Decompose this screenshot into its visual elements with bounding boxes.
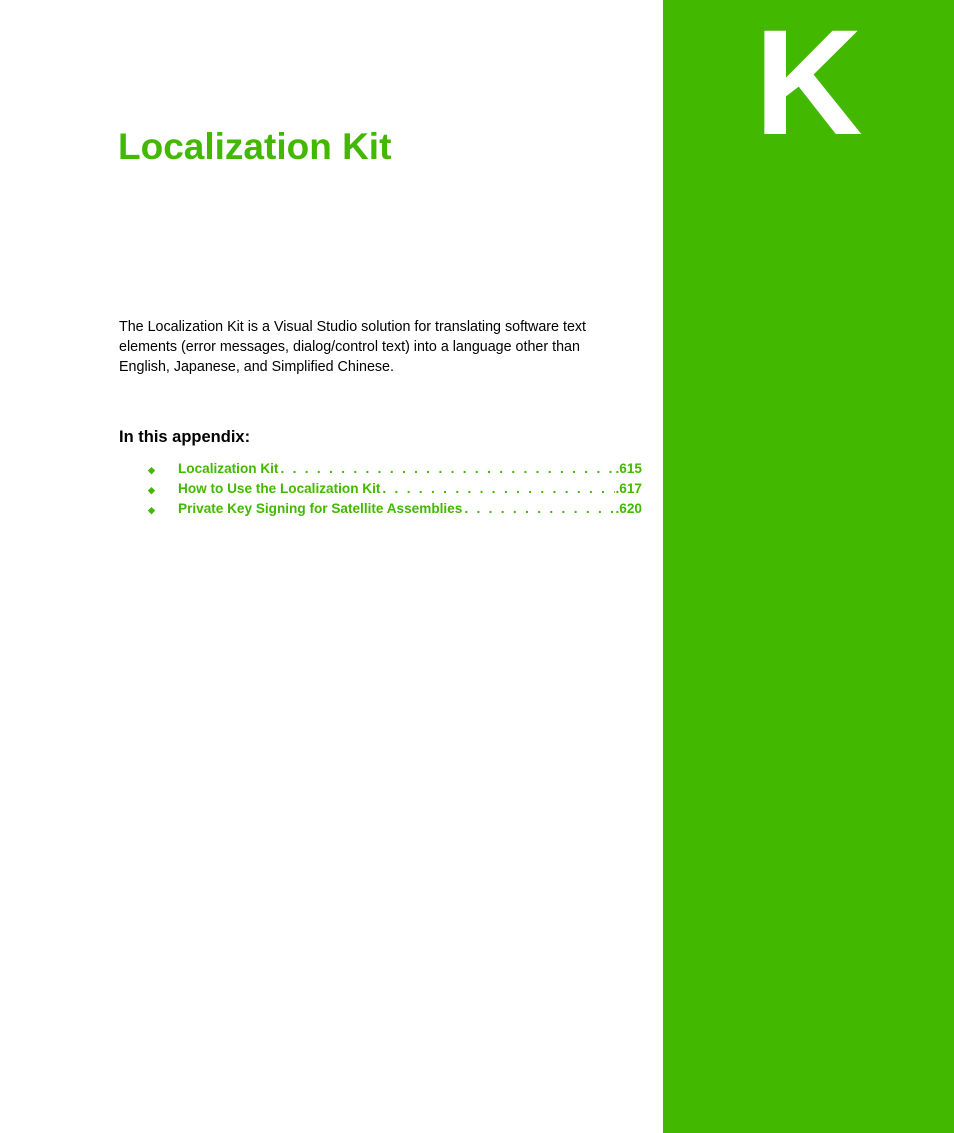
toc-dot-leader (380, 479, 614, 499)
toc-item-page[interactable]: .617 (615, 481, 642, 496)
intro-paragraph: The Localization Kit is a Visual Studio solution for translating software text elements (error messages, dialog/control text) into a language other than English, Japanese, and Simplified Chinese. (119, 319, 587, 375)
diamond-bullet-icon: ◆ (148, 505, 155, 515)
diamond-bullet-icon: ◆ (148, 465, 155, 475)
toc-item-label[interactable]: How to Use the Localization Kit (178, 481, 381, 496)
toc-item-how-to-use[interactable] (148, 479, 642, 499)
toc-item-label[interactable]: Private Key Signing for Satellite Assemblies (178, 501, 463, 516)
toc-dot-leader (278, 459, 614, 479)
chapter-letter: K (754, 0, 863, 166)
toc-item-localization-kit[interactable] (148, 459, 642, 479)
toc-item-private-key-signing[interactable] (148, 499, 642, 519)
page-title: Localization Kit (118, 126, 392, 167)
toc-item-label[interactable]: Localization Kit (178, 461, 279, 476)
appendix-toc (148, 459, 642, 519)
diamond-bullet-icon: ◆ (148, 485, 155, 495)
toc-item-page[interactable]: .615 (615, 461, 642, 476)
chapter-tab-panel (663, 0, 954, 1133)
toc-dot-leader (462, 499, 614, 519)
toc-item-page[interactable]: .620 (615, 501, 642, 516)
appendix-heading: In this appendix: (119, 428, 251, 446)
